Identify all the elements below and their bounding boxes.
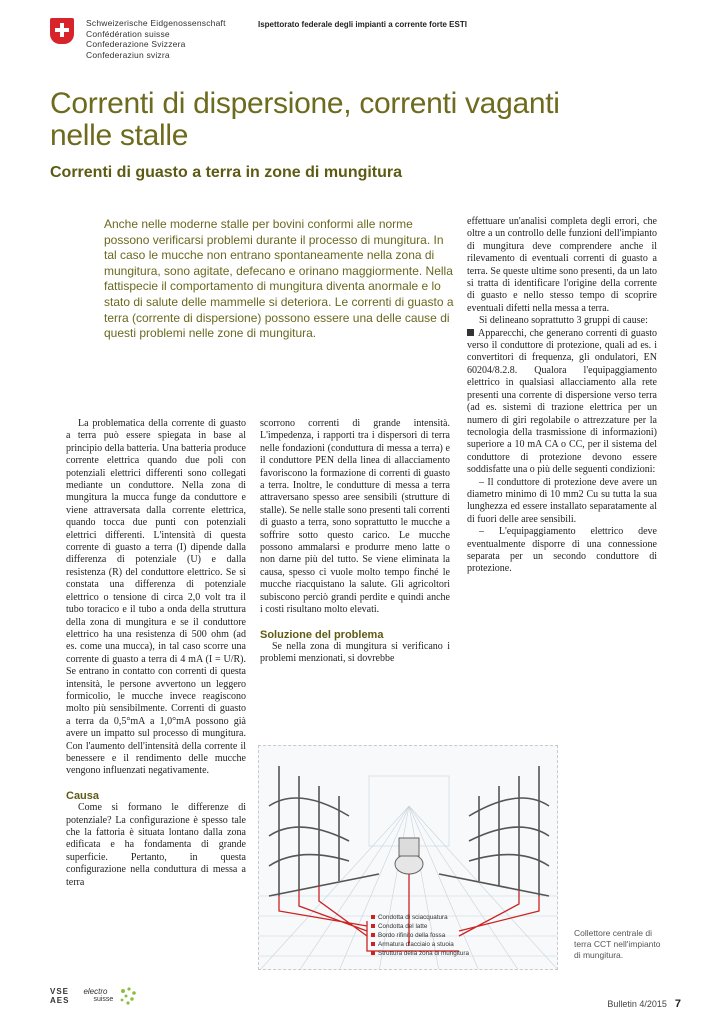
figure-caption: Collettore centrale di terra CCT nell'impianto di mungitura. — [574, 928, 661, 960]
bullet-text: Apparecchi, che generano correnti di guasto verso il conduttore di protezione, quali ad es. i convertitori di frequenza, gli ondulatori, EN 60204/8.2.8. Qualora l'equipaggiamento elettrico in qualsiasi allacciamento alla rete presenti una corrente di dispersione verso terra (ad es. sistemi di trazione elettrica per un numero di giri regolabile o attrezzature per la tecnologia della trasmissione di informazioni) superiore a 10 mA CA o CC, per il sistema del conduttore di protezione devono essere soddisfatte una o più delle seguenti condizioni: — [467, 327, 657, 476]
figure-label: Condotta del latte — [378, 923, 428, 930]
figure-label: Condotta di sciacquatura — [378, 914, 448, 921]
paragraph: – L'equipaggiamento elettrico deve eventualmente disporre di una connessione separata per un secondo conduttore di protezione. — [467, 526, 657, 575]
paragraph: Si delineano soprattutto 3 gruppi di cause: — [479, 315, 648, 327]
footer-info — [607, 998, 681, 1010]
footer-logos — [50, 985, 139, 1007]
confed-name-de: Schweizerische Eidgenossenschaft — [86, 18, 226, 28]
paragraph: La problematica della corrente di guasto a terra può essere spiegata in base al principio della batteria. Una batteria produce corrente elettrica quando due poli con potenziali elettrici differenti sono collegati mediante un conduttore. Nella zona di mungitura la mucca funge da conduttore e viene attraversata dalla corrente elettrica, quando tocca due punti con potenziali elettrici differenti. L'intensità di questa corrente di guasto a terra (I) dipende dalla differenza di potenziale (U) e dalla resistenza (R) del conduttore elettrico. Se si constata una differenza di potenziale elettrico o tensione di circa 2,0 volt tra il tubo toracico e il tubo a onda della struttura della zona di mungitura e se il conduttore elettrico ha una resistenza di 500 ohm (ad es. come una mucca), in tal caso scorre una corrente di guasto a terra di 4 mA (I = U/R). Se entrano in contatto con correnti di questa intensità, le persone avvertono un leggero formicolio, le mucche invece reagiscono molto più sensibilmente. Correnti di guasto a terra da 0,5°mA a 1,0°mA possono già avere un impatto sul processo di mungitura. Con l'aumento dell'intensità della corrente il benessere e il rendimento delle mucche vengono influenzati negativamente. — [66, 418, 246, 777]
figure-label: Bordo rifinito della fossa — [378, 932, 446, 939]
confederation-names — [86, 18, 226, 60]
page-number: 7 — [674, 998, 681, 1010]
paragraph: – Il conduttore di protezione deve avere un diametro minimo di 10 mm2 Cu su tutta la sua lunghezza ed essere installato separatamente al di fuori delle aree sensibili. — [467, 476, 657, 525]
confed-name-fr: Confédération suisse — [86, 28, 170, 39]
article-title: Correnti di dispersione, correnti vaganti nelle stalle — [50, 87, 560, 152]
paragraph: Se nella zona di mungitura si verificano i problemi menzionati, si dovrebbe — [260, 640, 450, 665]
section-heading-solution: Soluzione del problema — [260, 628, 384, 641]
milking-parlour-illustration — [259, 746, 558, 970]
square-bullet-icon — [467, 329, 474, 336]
electrosuisse-dots-icon — [117, 985, 139, 1007]
swiss-crest-icon — [50, 18, 74, 44]
confed-name-it: Confederazione Svizzera — [86, 39, 186, 49]
section-heading-cause: Causa — [66, 789, 100, 802]
vse-aes-logo: VSE AES — [50, 987, 70, 1005]
milking-parlour-diagram — [258, 745, 558, 970]
paragraph: Come si formano le differenze di potenziale? La configurazione è spesso tale che la fattoria è situata lontano dalla zona edificata e ha fondamenta di grande superficie. Pertanto, in questa configurazione nella conduttura di messa a terra — [66, 802, 246, 888]
paragraph: effettuare un'analisi completa degli errori, che oltre a un controllo delle funzioni dell'impianto di mungitura deve comprendere anche il rilevamento di eventuali correnti di guasto a terra. Se queste ultime sono presenti, da un lato si tratta di identificare l'origine della corrente di guasto e nello stesso tempo di scoprire eventuali difetti nella messa a terra. — [467, 216, 657, 314]
column-1 — [66, 418, 246, 889]
bullet-paragraph — [467, 328, 657, 477]
electrosuisse-logo: electro suisse — [83, 987, 114, 1003]
article-subtitle: Correnti di guasto a terra in zone di mungitura — [50, 164, 403, 181]
column-3 — [467, 216, 657, 576]
column-2 — [260, 418, 450, 666]
article-lead: Anche nelle moderne stalle per bovini conformi alle norme possono verificarsi problemi durante il processo di mungitura. In tal caso le mucche non entrano spontaneamente nella zona di mungitura, sono agitate, defecano e orinano maggiormente. Nella fattispecie il comportamento di mungitura diventa anormale e lo stato di salute delle mammelle si deteriora. Le correnti di guasto a terra (corrente di dispersione) possono essere una delle cause di questi problemi nelle zone di mungitura. — [104, 217, 454, 341]
paragraph: scorrono correnti di grande intensità. L'impedenza, i rapporti tra i dispersori di terra nelle fondazioni (conduttura di messa a terra) e il conduttore PEN della linea di allacciamento favoriscono la formazione di correnti di guasto a terra. Inoltre, le condutture di messa a terra attraversano spesso aree sensibili (strutture di stalle). Se nelle stalle sono presenti tali correnti di guasto a terra, sono soprattutto le mucche a soffrire sotto questo carico. Le mucche possono ammalarsi e produrre meno latte o non darne più del tutto. Se viene eliminata la causa, spesso ci vuole molto tempo finché le mucche riacquistano la salute. Gli agricoltori subiscono perciò grandi perdite e quindi anche i costi risultano molto elevati. — [260, 418, 450, 616]
office-name: Ispettorato federale degli impianti a corrente forte ESTI — [258, 20, 467, 29]
figure-label: Struttura della zona di mungitura — [378, 950, 470, 957]
figure-label: Armatura d'acciaio a stuoia — [378, 941, 454, 948]
bulletin-issue: Bulletin 4/2015 — [607, 999, 667, 1009]
confed-name-rm: Confederaziun svizra — [86, 49, 170, 60]
header-confederation — [50, 18, 226, 60]
